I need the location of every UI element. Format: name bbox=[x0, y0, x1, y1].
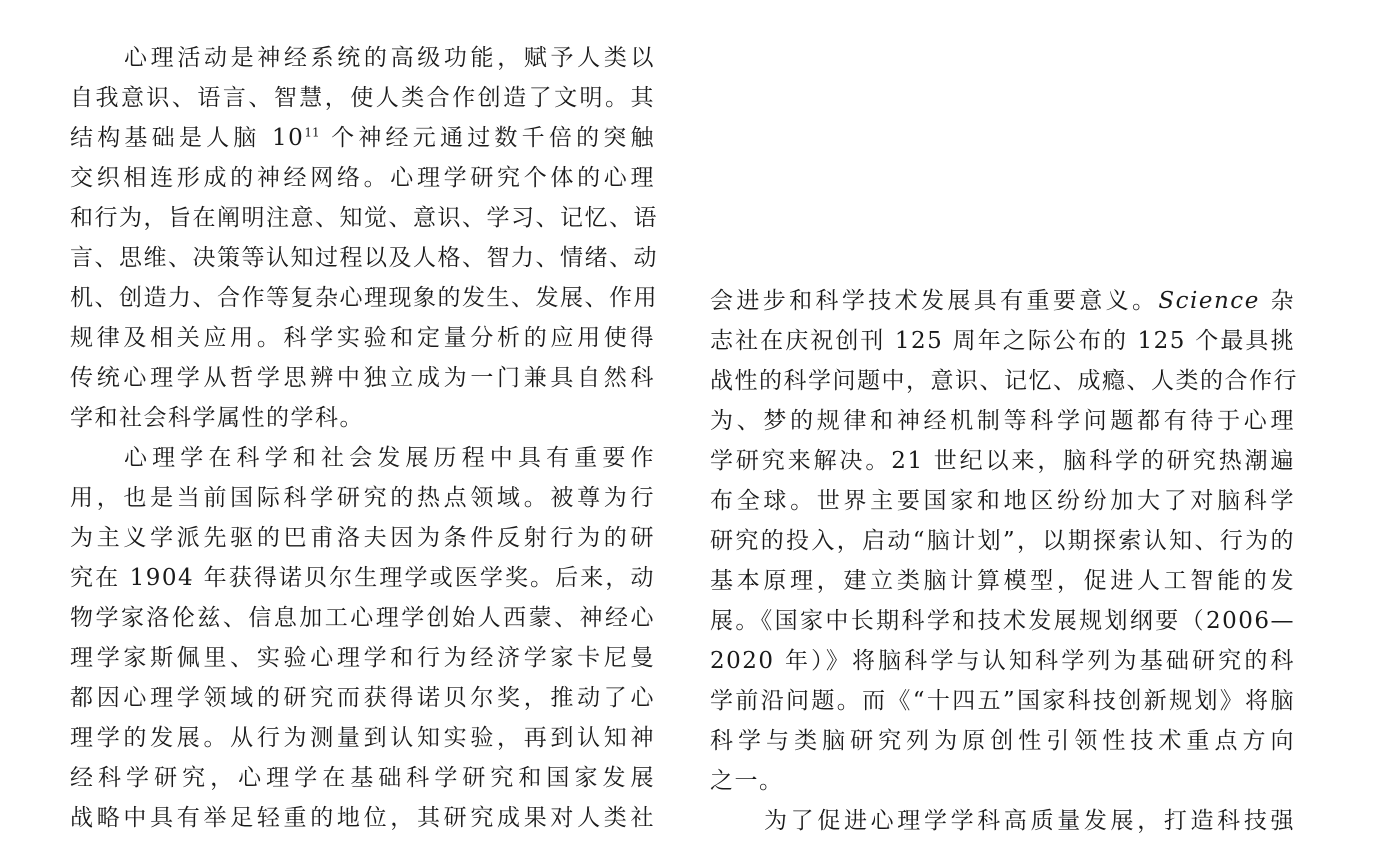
text-line: 和行为，旨在阐明注意、知觉、意识、学习、记忆、语 bbox=[70, 205, 658, 231]
text-line: 为主义学派先驱的巴甫洛夫因为条件反射行为的研 bbox=[70, 525, 655, 551]
text-line: 都因心理学领域的研究而获得诺贝尔奖，推动了心 bbox=[70, 685, 655, 711]
text-line: 研究的投入，启动“脑计划”，以期探索认知、行为的 bbox=[710, 528, 1295, 554]
journal-name: Science bbox=[1158, 288, 1260, 314]
text-line: 心理学在科学和社会发展历程中具有重要作 bbox=[124, 445, 655, 471]
text-line: 基本原理，建立类脑计算模型，促进人工智能的发 bbox=[710, 568, 1295, 594]
text-line: 自我意识、语言、智慧，使人类合作创造了文明。其 bbox=[70, 85, 655, 111]
text-line: 传统心理学从哲学思辨中独立成为一门兼具自然科 bbox=[70, 365, 655, 391]
text-line: 志社在庆祝创刊 125 周年之际公布的 125 个最具挑 bbox=[710, 328, 1295, 354]
superscript: 11 bbox=[304, 125, 320, 140]
left-column bbox=[70, 38, 658, 838]
text-fragment: 会进步和科学技术发展具有重要意义。 bbox=[710, 288, 1159, 314]
text-line: 为了促进心理学学科高质量发展，打造科技强 bbox=[764, 808, 1295, 834]
text-line: 学研究来解决。21 世纪以来，脑科学的研究热潮遍 bbox=[710, 448, 1295, 474]
text-line: 学前沿问题。而《“十四五”国家科技创新规划》将脑 bbox=[710, 688, 1295, 714]
text-line: 之一。 bbox=[710, 768, 784, 794]
text-line: 学和社会科学属性的学科。 bbox=[70, 405, 364, 431]
text-line: 究在 1904 年获得诺贝尔生理学或医学奖。后来，动 bbox=[70, 565, 655, 591]
paragraph-2-continued bbox=[710, 281, 1298, 801]
text-line: 2020 年）》将脑科学与认知科学列为基础研究的科 bbox=[710, 648, 1295, 674]
text-line: 心理活动是神经系统的高级功能，赋予人类以 bbox=[124, 45, 655, 71]
text-line: 科学与类脑研究列为原创性引领性技术重点方向 bbox=[710, 728, 1295, 754]
paragraph-1 bbox=[70, 38, 658, 438]
text-fragment: 结构基础是人脑 10 bbox=[70, 125, 305, 151]
text-line: 机、创造力、合作等复杂心理现象的发生、发展、作用 bbox=[70, 285, 658, 311]
text-line: 理学的发展。从行为测量到认知实验，再到认知神 bbox=[70, 725, 655, 751]
text-fragment: 杂 bbox=[1259, 288, 1295, 314]
text-fragment: 个神经元通过数千倍的突触 bbox=[319, 125, 656, 151]
text-line: 为、梦的规律和神经机制等科学问题都有待于心理 bbox=[710, 408, 1295, 434]
paragraph-2 bbox=[70, 438, 655, 838]
text-line: 理学家斯佩里、实验心理学和行为经济学家卡尼曼 bbox=[70, 645, 655, 671]
text-line: 规律及相关应用。科学实验和定量分析的应用使得 bbox=[70, 325, 655, 351]
paragraph-3 bbox=[710, 801, 1295, 841]
text-line: 战性的科学问题中，意识、记忆、成瘾、人类的合作行 bbox=[710, 368, 1298, 394]
text-line: 言、思维、决策等认知过程以及人格、智力、情绪、动 bbox=[70, 245, 658, 271]
text-line bbox=[70, 118, 655, 158]
right-column bbox=[710, 281, 1298, 841]
text-line: 物学家洛伦兹、信息加工心理学创始人西蒙、神经心 bbox=[70, 605, 655, 631]
text-line: 用，也是当前国际科学研究的热点领域。被尊为行 bbox=[70, 485, 655, 511]
text-line: 交织相连形成的神经网络。心理学研究个体的心理 bbox=[70, 165, 655, 191]
text-line: 布全球。世界主要国家和地区纷纷加大了对脑科学 bbox=[710, 488, 1295, 514]
text-line: 展。《国家中长期科学和技术发展规划纲要（2006— bbox=[710, 608, 1295, 634]
text-line: 战略中具有举足轻重的地位，其研究成果对人类社 bbox=[70, 805, 655, 831]
text-line: 经科学研究，心理学在基础科学研究和国家发展 bbox=[70, 765, 655, 791]
text-line bbox=[710, 281, 1295, 321]
